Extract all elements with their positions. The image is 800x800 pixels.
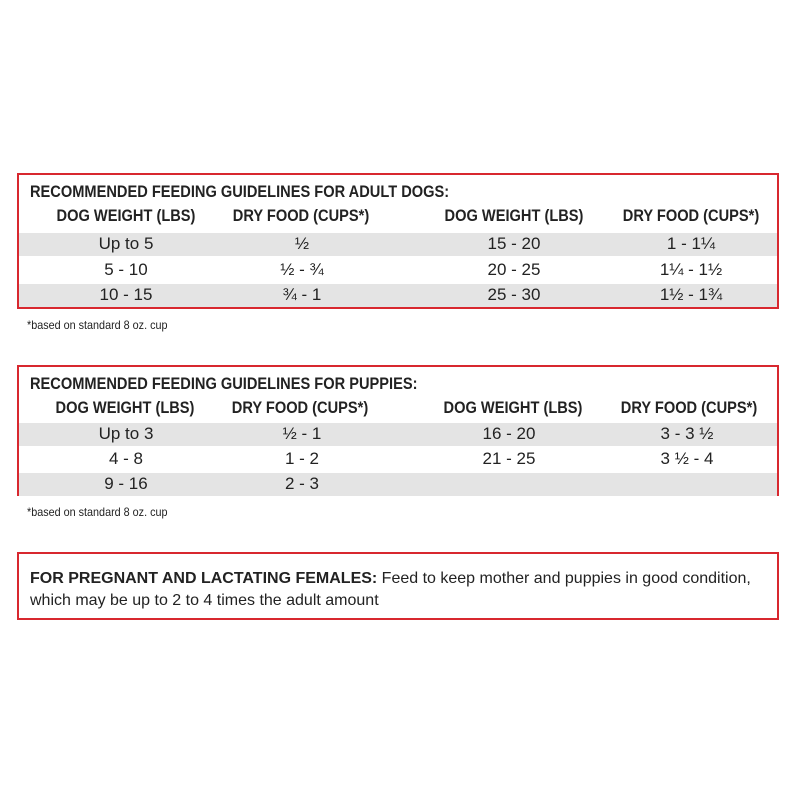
pregnant-note-label: FOR PREGNANT AND LACTATING FEMALES: [30,570,378,587]
puppy-feeding-table [17,365,779,496]
food-cell: 1¼ - 1½ [659,260,723,279]
adult-feeding-table [17,173,779,309]
table-row [19,233,777,256]
food-cell: 1 - 1¼ [666,234,716,253]
header-dry-food-1: DRY FOOD (CUPS*) [231,398,369,417]
pregnant-lactating-note [17,552,779,620]
weight-cell: 9 - 16 [104,474,148,493]
table-row [19,448,777,471]
weight-cell: 4 - 8 [108,449,144,468]
header-dry-food-2: DRY FOOD (CUPS*) [620,398,758,417]
header-dog-weight-1: DOG WEIGHT (LBS) [55,398,195,417]
weight-cell: Up to 3 [98,424,154,443]
header-dog-weight-2: DOG WEIGHT (LBS) [444,206,584,225]
weight-cell: 21 - 25 [482,449,536,468]
weight-cell: 5 - 10 [104,260,148,279]
weight-cell: Up to 5 [98,234,154,253]
food-cell: 1 - 2 [284,449,320,468]
adult-table-title: RECOMMENDED FEEDING GUIDELINES FOR ADULT DOGS: [30,182,450,201]
pregnant-note-text [30,568,765,612]
weight-cell: 15 - 20 [487,234,541,253]
food-cell: 1½ - 1¾ [659,285,723,304]
weight-cell: 10 - 15 [99,285,153,304]
adult-footnote: *based on standard 8 oz. cup [27,318,168,332]
table-row [19,423,777,446]
food-cell: ½ [294,234,310,253]
weight-cell: 25 - 30 [487,285,541,304]
food-cell: 3 ½ - 4 [660,449,714,468]
header-dry-food-1: DRY FOOD (CUPS*) [232,206,370,225]
food-cell: 3 - 3 ½ [660,424,714,443]
header-dog-weight-2: DOG WEIGHT (LBS) [443,398,583,417]
header-dry-food-2: DRY FOOD (CUPS*) [622,206,760,225]
puppy-table-title: RECOMMENDED FEEDING GUIDELINES FOR PUPPIES: [30,374,418,393]
pregnant-note-body: Feed to keep mother and puppies in good condition, which may be up to 2 to 4 times the adult amount [30,570,751,609]
table-row [19,259,777,282]
puppy-footnote: *based on standard 8 oz. cup [27,505,168,519]
food-cell: ½ - ¾ [280,260,324,279]
food-cell: ¾ - 1 [282,285,322,304]
weight-cell: 20 - 25 [487,260,541,279]
table-row [19,473,777,496]
weight-cell: 16 - 20 [482,424,536,443]
header-dog-weight-1: DOG WEIGHT (LBS) [56,206,196,225]
food-cell: 2 - 3 [284,474,320,493]
table-row [19,284,777,307]
food-cell: ½ - 1 [282,424,322,443]
